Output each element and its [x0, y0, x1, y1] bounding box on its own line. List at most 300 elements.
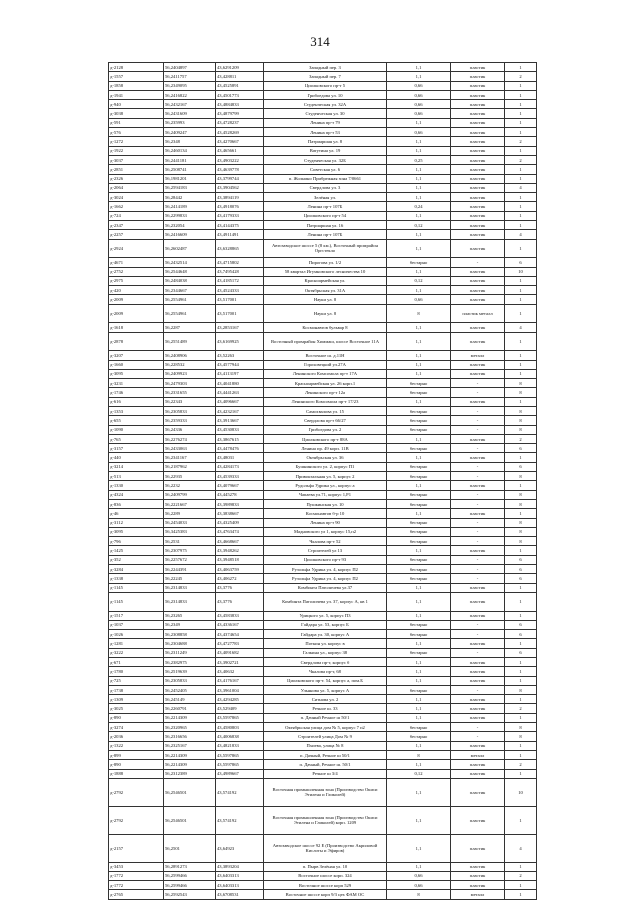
table-row	[109, 871, 537, 880]
table-row	[109, 574, 537, 583]
material-cell: пластик	[451, 137, 505, 146]
material-cell: -	[451, 472, 505, 481]
material-cell: -	[451, 648, 505, 657]
count-cell: 1	[505, 806, 537, 834]
latitude-cell: 56,2260791	[164, 704, 216, 713]
longitude-cell: 43,4478476	[216, 444, 264, 453]
value-cell: 1,1	[387, 695, 451, 704]
longitude-cell: 43,4336167	[216, 620, 264, 629]
table-row	[109, 406, 537, 415]
address-cell: Циолковского пр-т 5	[264, 81, 387, 90]
longitude-cell: 43,3838667	[216, 509, 264, 518]
value-cell: 0,66	[387, 295, 451, 304]
table-row	[109, 202, 537, 211]
address-cell: Ленинского Комсомола пр-т 17/23	[264, 397, 387, 406]
longitude-cell: 43,406272	[216, 574, 264, 583]
value-cell: 1,1	[387, 146, 451, 155]
count-cell: 4	[505, 323, 537, 332]
value-cell: 1,1	[387, 63, 451, 72]
count-cell: 1	[505, 583, 537, 592]
material-cell: пластик	[451, 165, 505, 174]
table-row	[109, 416, 537, 425]
longitude-cell: 43,6708531	[216, 890, 264, 899]
address-cell: Патриаршая ул. 16	[264, 221, 387, 230]
longitude-cell: 43,4041880	[216, 379, 264, 388]
latitude-cell: 56,2454033	[164, 518, 216, 527]
address-cell: Чкалова пр-т, 68	[264, 667, 387, 676]
longitude-cell: 43,4528269	[216, 128, 264, 137]
row-id-cell: д-1338	[109, 574, 164, 583]
material-cell: -	[451, 379, 505, 388]
value-cell: 0,66	[387, 881, 451, 890]
value-cell: бестарно	[387, 388, 451, 397]
address-cell: Чапаева ул.71, корпус 1,Р1	[264, 490, 387, 499]
row-id-cell: д-1272	[109, 137, 164, 146]
latitude-cell: 56,2314833	[164, 592, 216, 611]
row-id-cell: д-836	[109, 499, 164, 508]
page-number: 314	[310, 34, 330, 49]
value-cell: бестарно	[387, 406, 451, 415]
address-cell: Автозаводское шоссе 92 Е (Производство Акриловой Кислоты и Эфиров)	[264, 834, 387, 862]
address-cell: Ватутина ул. 19	[264, 146, 387, 155]
count-cell: 8	[505, 518, 537, 527]
row-id-cell: д-1026	[109, 630, 164, 639]
value-cell: 1,1	[387, 546, 451, 555]
material-cell: -	[451, 499, 505, 508]
material-cell: металл	[451, 351, 505, 360]
row-id-cell: д-3231	[109, 379, 164, 388]
value-cell: бестарно	[387, 258, 451, 267]
count-cell: 1	[505, 890, 537, 899]
table-row	[109, 434, 537, 443]
material-cell: пластик	[451, 481, 505, 490]
table-row	[109, 360, 537, 369]
material-cell: -	[451, 444, 505, 453]
longitude-cell: 43,5597865	[216, 760, 264, 769]
row-id-cell: д-1888	[109, 769, 164, 778]
longitude-cell: 43,4763474	[216, 527, 264, 536]
row-id-cell: д-3024	[109, 193, 164, 202]
address-cell: Комбинта Патоличева ул. 37, корпус А, кв 1	[264, 592, 387, 611]
latitude-cell: 56,2325167	[164, 741, 216, 750]
table-row	[109, 379, 537, 388]
count-cell: 1	[505, 90, 537, 99]
material-cell: -	[451, 462, 505, 471]
table-row	[109, 537, 537, 546]
table-row	[109, 769, 537, 778]
material-cell: пластик	[451, 760, 505, 769]
latitude-cell: 56,2599466	[164, 871, 216, 880]
table-row	[109, 760, 537, 769]
latitude-cell: 56,2305833	[164, 676, 216, 685]
latitude-cell: 56,2221667	[164, 499, 216, 508]
count-cell: 1	[505, 741, 537, 750]
value-cell: 1,1	[387, 453, 451, 462]
value-cell: 0,66	[387, 128, 451, 137]
longitude-cell: 43,6291209	[216, 63, 264, 72]
row-id-cell: д-513	[109, 472, 164, 481]
row-id-cell: д-2765	[109, 890, 164, 899]
value-cell: 0,66	[387, 81, 451, 90]
latitude-cell: 56,2359333	[164, 416, 216, 425]
table-row	[109, 611, 537, 620]
material-cell: пластик	[451, 174, 505, 183]
table-row	[109, 462, 537, 471]
row-id-cell: д-591	[109, 118, 164, 127]
value-cell: 1,1	[387, 704, 451, 713]
table-row	[109, 118, 537, 127]
value-cell: бестарно	[387, 499, 451, 508]
latitude-cell: 56,2599466	[164, 881, 216, 890]
latitude-cell: 56,28442	[164, 193, 216, 202]
latitude-cell: 56,2411757	[164, 72, 216, 81]
row-id-cell: д-2326	[109, 174, 164, 183]
address-cell: Ленинского пр-т 12а	[264, 388, 387, 397]
address-cell: Патриаршая ул. 8	[264, 137, 387, 146]
value-cell: бестарно	[387, 416, 451, 425]
row-id-cell: д-2036	[109, 732, 164, 741]
address-cell: Студенческая ул. 32А	[264, 100, 387, 109]
longitude-cell: 43,4903222	[216, 155, 264, 164]
longitude-cell: 43,4918076	[216, 202, 264, 211]
longitude-cell: 43,52263	[216, 351, 264, 360]
count-cell: 8	[505, 723, 537, 732]
row-id-cell: д-3207	[109, 351, 164, 360]
longitude-cell: 43,4294285	[216, 695, 264, 704]
material-cell: пластик	[451, 239, 505, 258]
longitude-cell: 43,4715802	[216, 258, 264, 267]
latitude-cell: 56,2409799	[164, 490, 216, 499]
count-cell: 1	[505, 193, 537, 202]
material-cell: пластик	[451, 713, 505, 722]
count-cell: 1	[505, 81, 537, 90]
row-id-cell: д-4671	[109, 258, 164, 267]
material-cell: пластик	[451, 202, 505, 211]
count-cell: 1	[505, 211, 537, 220]
address-cell: Поткин ул. корпус в	[264, 639, 387, 648]
address-cell: Науки ул. 8	[264, 295, 387, 304]
latitude-cell: 56,1981201	[164, 174, 216, 183]
address-cell: Рудольфа Удрика ул., корпус а	[264, 481, 387, 490]
longitude-cell: 43,6403313	[216, 871, 264, 880]
address-cell: Октябрьская ул. 31А	[264, 286, 387, 295]
row-id-cell: д-1660	[109, 360, 164, 369]
count-cell: 1	[505, 611, 537, 620]
row-id-cell: д-616	[109, 397, 164, 406]
table-row	[109, 63, 537, 72]
row-id-cell: д-671	[109, 658, 164, 667]
value-cell: 1,1	[387, 351, 451, 360]
table-row	[109, 518, 537, 527]
count-cell: 1	[505, 109, 537, 118]
material-cell: пластик	[451, 704, 505, 713]
material-cell: пластик	[451, 546, 505, 555]
row-id-cell: д-2851	[109, 165, 164, 174]
row-id-cell: д-655	[109, 416, 164, 425]
longitude-cell: 43,5597865	[216, 713, 264, 722]
material-cell: -	[451, 537, 505, 546]
latitude-cell: 56,22935	[164, 472, 216, 481]
latitude-cell: 56,2257672	[164, 555, 216, 564]
latitude-cell: 56,245149	[164, 695, 216, 704]
latitude-cell: 56,2316656	[164, 732, 216, 741]
longitude-cell: 43,4884833	[216, 100, 264, 109]
longitude-cell: 43,4821833	[216, 741, 264, 750]
material-cell: пластик	[451, 72, 505, 81]
address-cell: Гайдара ул. 30, корпус А	[264, 630, 387, 639]
count-cell: 8	[505, 537, 537, 546]
longitude-cell: 43,3948262	[216, 546, 264, 555]
row-id-cell: д-1037	[109, 620, 164, 629]
latitude-cell: 56,2308858	[164, 630, 216, 639]
latitude-cell: 56,2551489	[164, 332, 216, 351]
address-cell: Студенческая ул. 30	[264, 109, 387, 118]
address-cell: Гайдара ул. 53, корпус Б	[264, 620, 387, 629]
material-cell: металл	[451, 750, 505, 759]
row-id-cell: д-1780	[109, 667, 164, 676]
count-cell: 1	[505, 63, 537, 72]
count-cell: 10	[505, 267, 537, 276]
count-cell: 1	[505, 713, 537, 722]
material-cell: пластик	[451, 592, 505, 611]
material-cell: пластик	[451, 332, 505, 351]
value-cell: 1,1	[387, 667, 451, 676]
table-row	[109, 369, 537, 378]
latitude-cell: 56,2341167	[164, 453, 216, 462]
address-cell: Галкина ул., корпус 38	[264, 648, 387, 657]
address-cell: Красноармейская ул.	[264, 276, 387, 285]
address-cell: Комбинта Патоличева ул.37	[264, 583, 387, 592]
table-row	[109, 211, 537, 220]
row-id-cell: д-3095	[109, 369, 164, 378]
longitude-cell: 43,4284173	[216, 462, 264, 471]
table-row	[109, 509, 537, 518]
row-id-cell: д-890	[109, 713, 164, 722]
address-cell: Самохвалова ул. 15	[264, 406, 387, 415]
row-id-cell: д-1618	[109, 323, 164, 332]
latitude-cell: 56,235993	[164, 118, 216, 127]
latitude-cell: 56,2314833	[164, 583, 216, 592]
table-row	[109, 351, 537, 360]
latitude-cell: 56,2602487	[164, 239, 216, 258]
count-cell: 8	[505, 527, 537, 536]
address-cell: Циолковского пр-т 93	[264, 555, 387, 564]
value-cell: 1,1	[387, 230, 451, 239]
material-cell: пластик	[451, 397, 505, 406]
material-cell: -	[451, 406, 505, 415]
row-id-cell: д-1281	[109, 639, 164, 648]
count-cell: 6	[505, 648, 537, 657]
table-row	[109, 630, 537, 639]
address-cell: Автозаводское шоссе 5 (8 км.), Восточный промрайон Оргстекло	[264, 239, 387, 258]
value-cell: 1,1	[387, 676, 451, 685]
address-cell: Красноармейская ул. 26 корп.1	[264, 379, 387, 388]
table-row	[109, 388, 537, 397]
count-cell: 6	[505, 462, 537, 471]
count-cell: 1	[505, 304, 537, 323]
longitude-cell: 43,6169925	[216, 332, 264, 351]
row-id-cell: д-2924	[109, 239, 164, 258]
address-cell: Ленина пр-т 107Б	[264, 202, 387, 211]
value-cell: 0,66	[387, 100, 451, 109]
value-cell: 1,1	[387, 369, 451, 378]
count-cell: 2	[505, 72, 537, 81]
latitude-cell: 56,22245	[164, 574, 216, 583]
address-cell: Науки ул. 8	[264, 304, 387, 323]
count-cell: 1	[505, 881, 537, 890]
row-id-cell: д-1557	[109, 72, 164, 81]
count-cell: 2	[505, 704, 537, 713]
latitude-cell: 56,2452405	[164, 685, 216, 694]
row-id-cell: д-2064	[109, 183, 164, 192]
address-cell: Речное ш 3/4	[264, 769, 387, 778]
count-cell: 4	[505, 230, 537, 239]
count-cell: 1	[505, 286, 537, 295]
register-body	[109, 63, 537, 900]
material-cell: пластик	[451, 658, 505, 667]
row-id-cell: д-1090	[109, 425, 164, 434]
material-cell: -	[451, 685, 505, 694]
count-cell: 1	[505, 453, 537, 462]
count-cell: 8	[505, 499, 537, 508]
count-cell: 10	[505, 778, 537, 806]
table-row	[109, 806, 537, 834]
address-cell: Речное ш. 33	[264, 704, 387, 713]
longitude-cell: 43,4577944	[216, 360, 264, 369]
table-row	[109, 425, 537, 434]
latitude-cell: 56,2320965	[164, 723, 216, 732]
count-cell: 8	[505, 379, 537, 388]
table-row	[109, 732, 537, 741]
longitude-cell: 43,40632	[216, 667, 264, 676]
count-cell: 1	[505, 695, 537, 704]
material-cell: пластик	[451, 369, 505, 378]
count-cell: 6	[505, 565, 537, 574]
address-cell: Рузольфа Удрика ул. 4, корпус П2	[264, 574, 387, 583]
count-cell: 1	[505, 546, 537, 555]
latitude-cell: 56,228532	[164, 360, 216, 369]
material-cell: -	[451, 620, 505, 629]
table-row	[109, 239, 537, 258]
table-row	[109, 890, 537, 899]
value-cell: 1,1	[387, 481, 451, 490]
latitude-cell: 56,24336	[164, 425, 216, 434]
longitude-cell: 43,3776	[216, 592, 264, 611]
table-row	[109, 146, 537, 155]
latitude-cell: 56,2299833	[164, 211, 216, 220]
longitude-cell: 43,3893204	[216, 862, 264, 871]
table-row	[109, 72, 537, 81]
value-cell: бестарно	[387, 574, 451, 583]
latitude-cell: 56,2554961	[164, 295, 216, 304]
longitude-cell: 43,529409	[216, 704, 264, 713]
value-cell: бестарно	[387, 685, 451, 694]
latitude-cell: 56,2592543	[164, 890, 216, 899]
count-cell: 1	[505, 592, 537, 611]
longitude-cell: 43,428811	[216, 72, 264, 81]
count-cell: 1	[505, 351, 537, 360]
latitude-cell: 56,2594183	[164, 183, 216, 192]
longitude-cell: 43,4539333	[216, 472, 264, 481]
address-cell: Ситнова ул. 2	[264, 695, 387, 704]
latitude-cell: 56,2431609	[164, 109, 216, 118]
count-cell: 1	[505, 165, 537, 174]
address-cell: Западный пер. 7	[264, 72, 387, 81]
row-id-cell: д-1662	[109, 202, 164, 211]
latitude-cell: 56,232054	[164, 221, 216, 230]
address-cell: Урицкого ул. 5, корпус П3	[264, 611, 387, 620]
row-id-cell: д-1772	[109, 871, 164, 880]
row-id-cell: д-1425	[109, 546, 164, 555]
count-cell: 8	[505, 388, 537, 397]
count-cell: 1	[505, 481, 537, 490]
table-row	[109, 527, 537, 536]
longitude-cell: 43,3948518	[216, 555, 264, 564]
latitude-cell: 56,2311249	[164, 648, 216, 657]
table-row	[109, 704, 537, 713]
material-cell: пластик	[451, 862, 505, 871]
row-id-cell: д-4324	[109, 490, 164, 499]
address-cell: Строителей ул 13	[264, 546, 387, 555]
longitude-cell: 43,4668667	[216, 537, 264, 546]
value-cell: 1,1	[387, 183, 451, 192]
table-row	[109, 881, 537, 890]
material-cell: пластик	[451, 434, 505, 443]
row-id-cell: д-3274	[109, 723, 164, 732]
count-cell: 1	[505, 118, 537, 127]
count-cell: 1	[505, 769, 537, 778]
latitude-cell: 56,2501	[164, 834, 216, 862]
longitude-cell: 43,4374654	[216, 630, 264, 639]
count-cell: 1	[505, 202, 537, 211]
count-cell: 2	[505, 871, 537, 880]
latitude-cell: 56,3425383	[164, 527, 216, 536]
value-cell: 0,25	[387, 155, 451, 164]
value-cell: 1,1	[387, 509, 451, 518]
address-cell: Пирогова ул. 1/2	[264, 258, 387, 267]
value-cell: 8	[387, 890, 451, 899]
value-cell: бестарно	[387, 472, 451, 481]
longitude-cell: 43,3902721	[216, 658, 264, 667]
material-cell: пластик	[451, 276, 505, 285]
value-cell: бестарно	[387, 565, 451, 574]
longitude-cell: 43,4176167	[216, 676, 264, 685]
material-cell: -	[451, 518, 505, 527]
table-row	[109, 713, 537, 722]
material-cell: -	[451, 490, 505, 499]
table-row	[109, 109, 537, 118]
latitude-cell: 56,2409247	[164, 128, 216, 137]
value-cell: бестарно	[387, 379, 451, 388]
table-row	[109, 165, 537, 174]
longitude-cell: 43,4911491	[216, 230, 264, 239]
value-cell: бестарно	[387, 620, 451, 629]
material-cell: -	[451, 555, 505, 564]
material-cell: пластик металл	[451, 304, 505, 323]
table-row	[109, 676, 537, 685]
count-cell: 1	[505, 676, 537, 685]
value-cell: 1,1	[387, 174, 451, 183]
longitude-cell: 43,2853167	[216, 323, 264, 332]
table-row	[109, 750, 537, 759]
table-row	[109, 555, 537, 564]
material-cell: пластик	[451, 806, 505, 834]
material-cell: -	[451, 723, 505, 732]
latitude-cell: 56,2433063	[164, 444, 216, 453]
row-id-cell: д-3222	[109, 648, 164, 657]
material-cell: -	[451, 527, 505, 536]
material-cell: -	[451, 388, 505, 397]
